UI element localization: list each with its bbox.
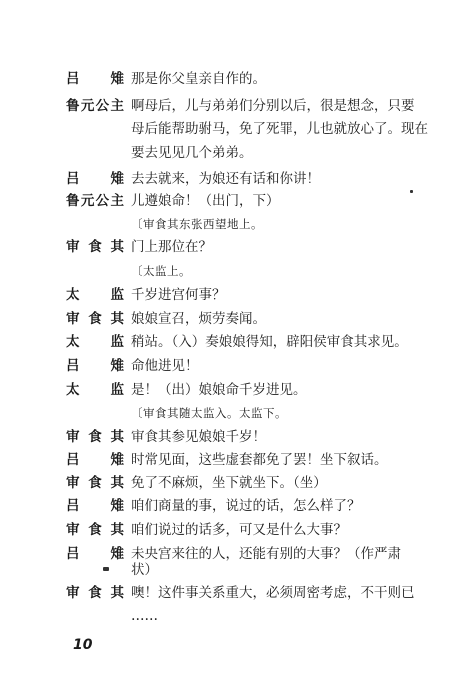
print-speck — [410, 190, 413, 193]
dialogue-text: 稍站。（入）奏娘娘得知，辟阳侯审食其求见。 — [131, 334, 408, 350]
speaker-name: 审 食 其 — [66, 475, 124, 491]
speaker-name: 审 食 其 — [66, 429, 124, 445]
dialogue-text: 免了不麻烦，坐下就坐下。（坐） — [131, 475, 327, 491]
dialogue-text: 审食其参见娘娘千岁！ — [131, 429, 266, 445]
speaker-name: 吕 雉 — [66, 498, 124, 514]
dialogue-text: 母后能帮助驸马，免了死罪，儿也就放心了。现在 — [131, 121, 428, 137]
speaker-name: 吕 雉 — [66, 171, 124, 187]
speaker-name: 审 食 其 — [66, 522, 124, 538]
speaker-name: 太 监 — [66, 287, 124, 303]
dialogue-text: 千岁进宫何事？ — [131, 287, 226, 303]
speaker-name: 吕 雉 — [66, 546, 124, 562]
speaker-name: 鲁 元 公 主 — [66, 98, 124, 114]
speaker-name: 吕 雉 — [66, 358, 124, 374]
speaker-name: 吕 雉 — [66, 71, 124, 87]
dialogue-text: 那是你父皇亲自作的。 — [131, 71, 266, 87]
speaker-name: 审 食 其 — [66, 585, 124, 601]
print-speck — [103, 567, 109, 571]
dialogue-text: 是！（出）娘娘命千岁进见。 — [131, 382, 307, 398]
speaker-name: 太 监 — [66, 334, 124, 350]
dialogue-text: 娘娘宣召，烦劳奏闻。 — [131, 311, 266, 327]
dialogue-text: 儿遵娘命！（出门，下） — [131, 193, 280, 209]
dialogue-text: 要去见见几个弟弟。 — [131, 145, 253, 161]
dialogue-text: 时常见面，这些虚套都免了罢！坐下叙话。 — [131, 452, 388, 468]
speaker-name: 审 食 其 — [66, 239, 124, 255]
speaker-name: 太 监 — [66, 382, 124, 398]
dialogue-text: 未央宫来往的人，还能有别的大事？（作严肃 — [131, 546, 401, 562]
dialogue-text: 状） — [131, 562, 158, 578]
stage-direction: 〔审食其东张西望地上。 — [131, 217, 263, 231]
dialogue-text: 门上那位在？ — [131, 239, 212, 255]
dialogue-text: …… — [131, 608, 158, 624]
speaker-name: 审 食 其 — [66, 311, 124, 327]
speaker-name: 吕 雉 — [66, 452, 124, 468]
dialogue-text: 命他进见！ — [131, 358, 199, 374]
stage-direction: 〔审食其随太监入。太监下。 — [131, 406, 287, 420]
dialogue-text: 去去就来，为娘还有话和你讲！ — [131, 171, 320, 187]
dialogue-text: 咱们商量的事，说过的话，怎么样了？ — [131, 498, 361, 514]
speaker-name: 鲁 元 公 主 — [66, 193, 124, 209]
page-number: 10 — [73, 637, 93, 653]
dialogue-text: 噢！这件事关系重大，必须周密考虑，不干则已 — [131, 585, 415, 601]
stage-direction: 〔太监上。 — [131, 264, 191, 278]
dialogue-text: 啊母后，儿与弟弟们分别以后，很是想念，只要 — [131, 98, 415, 114]
dialogue-text: 咱们说过的话多，可又是什么大事？ — [131, 522, 347, 538]
